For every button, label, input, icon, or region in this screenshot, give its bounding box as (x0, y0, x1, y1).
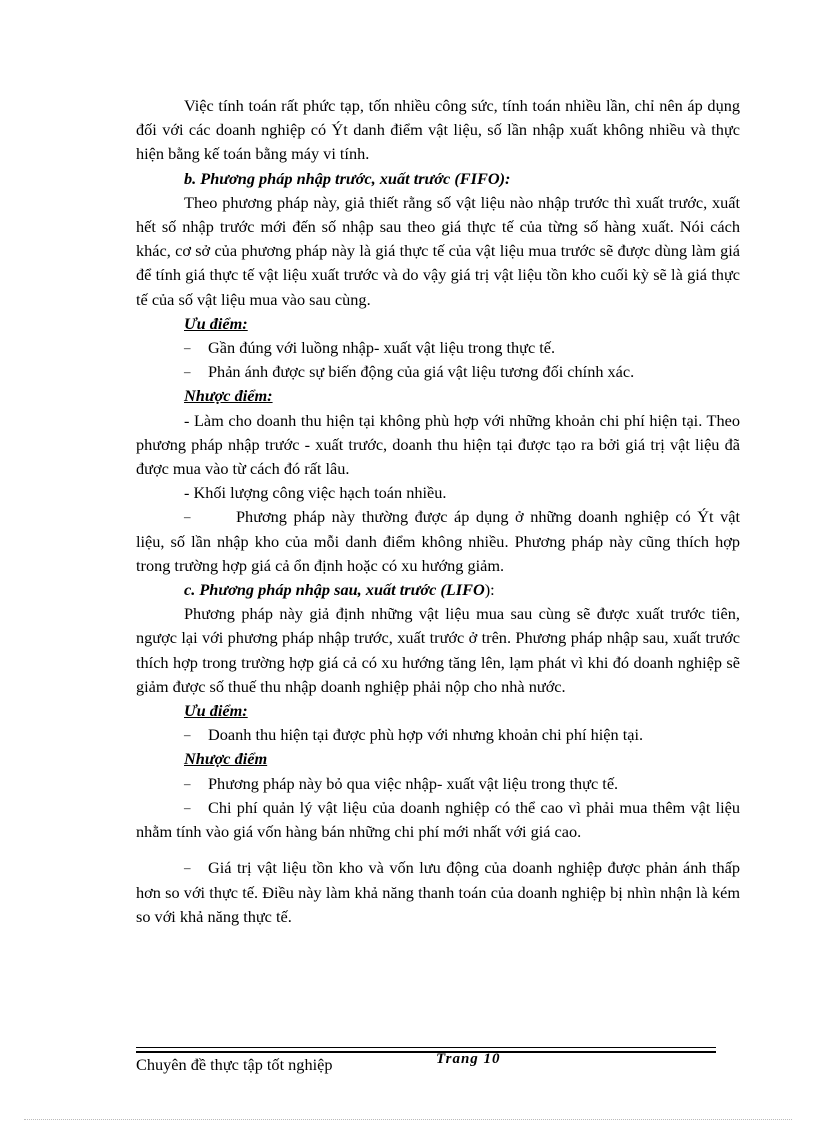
paragraph-fifo-applicability (136, 505, 740, 578)
bullet-dash-icon: – (184, 775, 191, 791)
subheading-disadvantages-fifo: Nhược điểm: (184, 386, 273, 406)
page-edge-divider (24, 1119, 792, 1120)
page-number: Trang 10 (436, 1051, 501, 1067)
heading-fifo: b. Phương pháp nhập trước, xuất trước (FIFO): (184, 168, 511, 188)
heading-lifo-text: c. Phương pháp nhập sau, xuất trước (LIFO (184, 580, 485, 600)
paragraph-text: Phương pháp này thường được áp dụng ở những doanh nghiệp có Ýt vật liệu, số lần nhập kho của mỗi danh điểm không nhiều. Phương pháp này cũng thích hợp trong trường hợp giá cả ổn định hoặc có xu hướng giảm. (136, 507, 740, 575)
bullet-dash-icon: – (184, 509, 191, 525)
footer-title: Chuyên đề thực tập tốt nghiệp (136, 1055, 333, 1074)
heading-lifo (136, 578, 740, 602)
subheading-advantages-fifo: Ưu điểm: (184, 313, 248, 333)
list-item-text: Phương pháp này bỏ qua việc nhập- xuất vật liệu trong thực tế. (208, 773, 619, 793)
bullet-dash-icon: – (184, 364, 191, 380)
list-item: - Làm cho doanh thu hiện tại không phù hợp với những khoản chi phí hiện tại. Theo phương pháp nhập trước - xuất trước, doanh thu hiện tại được tạo ra bởi giá trị vật liệu đã được mua vào từ cách đó rất lâu. (136, 410, 740, 479)
list-item: - Khối lượng công việc hạch toán nhiều. (184, 483, 447, 503)
list-item (136, 336, 740, 360)
list-item (136, 796, 740, 844)
subheading-disadvantages-lifo: Nhược điểm (184, 749, 268, 769)
page-body (136, 94, 740, 929)
list-item (136, 360, 740, 384)
list-item-text: Chi phí quản lý vật liệu của doanh nghiệp có thể cao vì phải mua thêm vật liệu nhằm tính vào giá vốn hàng bán những chi phí mới nhất với giá cao. (136, 797, 740, 842)
heading-lifo-tail: ): (484, 580, 495, 600)
paragraph-fifo-description: Theo phương pháp này, giả thiết rằng số vật liệu nào nhập trước thì xuất trước, xuất hết số nhập trước mới đến số nhập sau theo giá thực tế của từng số hàng xuất. Nói cách khác, cơ sở của phương pháp này là giá thực tế của vật liệu mua trước sẽ được dùng làm giá để tính giá thực tế vật liệu xuất trước và do vậy giá trị vật liệu tồn kho cuối kỳ sẽ là giá thực tế của số vật liệu mua vào sau cùng. (136, 192, 740, 309)
list-item-text: Doanh thu hiện tại được phù hợp với nhưng khoản chi phí hiện tại. (208, 725, 644, 745)
bullet-dash-icon: – (184, 727, 191, 743)
list-item (136, 856, 740, 929)
list-item (136, 723, 740, 747)
bullet-dash-icon: – (184, 799, 191, 815)
paragraph-lifo-description: Phương pháp này giả định những vật liệu mua sau cùng sẽ được xuất trước tiên, ngược lại với phương pháp nhập trước, xuất trước ở trên. Phương pháp nhập sau, xuất trước thích hợp trong trường hợp giá cả có xu hướng tăng lên, lạm phát vì khi đó doanh nghiệp sẽ giảm được số thuế thu nhập doanh nghiệp phải nộp cho nhà nước. (136, 604, 740, 696)
list-item-text: Phản ánh được sự biến động của giá vật liệu tương đối chính xác. (208, 362, 635, 382)
list-item-text: Gần đúng với luồng nhập- xuất vật liệu trong thực tế. (208, 338, 556, 358)
paragraph-intro: Việc tính toán rất phức tạp, tốn nhiều công sức, tính toán nhiều lần, chỉ nên áp dụng đối với các doanh nghiệp có Ýt danh điểm vật liệu, số lần nhập xuất không nhiều và thực hiện bằng kế toán bằng máy vi tính. (136, 96, 740, 164)
list-item (136, 772, 740, 796)
list-item-text: Giá trị vật liệu tồn kho và vốn lưu động của doanh nghiệp được phản ánh thấp hơn so với thực tế. Điều này làm khả năng thanh toán của doanh nghiệp bị nhìn nhận là kém so với khả năng thực tế. (136, 858, 740, 926)
footer-divider (136, 1047, 716, 1048)
bullet-dash-icon: – (184, 340, 191, 356)
subheading-advantages-lifo: Ưu điểm: (184, 701, 248, 721)
footer-divider-thick (136, 1051, 716, 1053)
bullet-dash-icon: – (184, 860, 191, 876)
